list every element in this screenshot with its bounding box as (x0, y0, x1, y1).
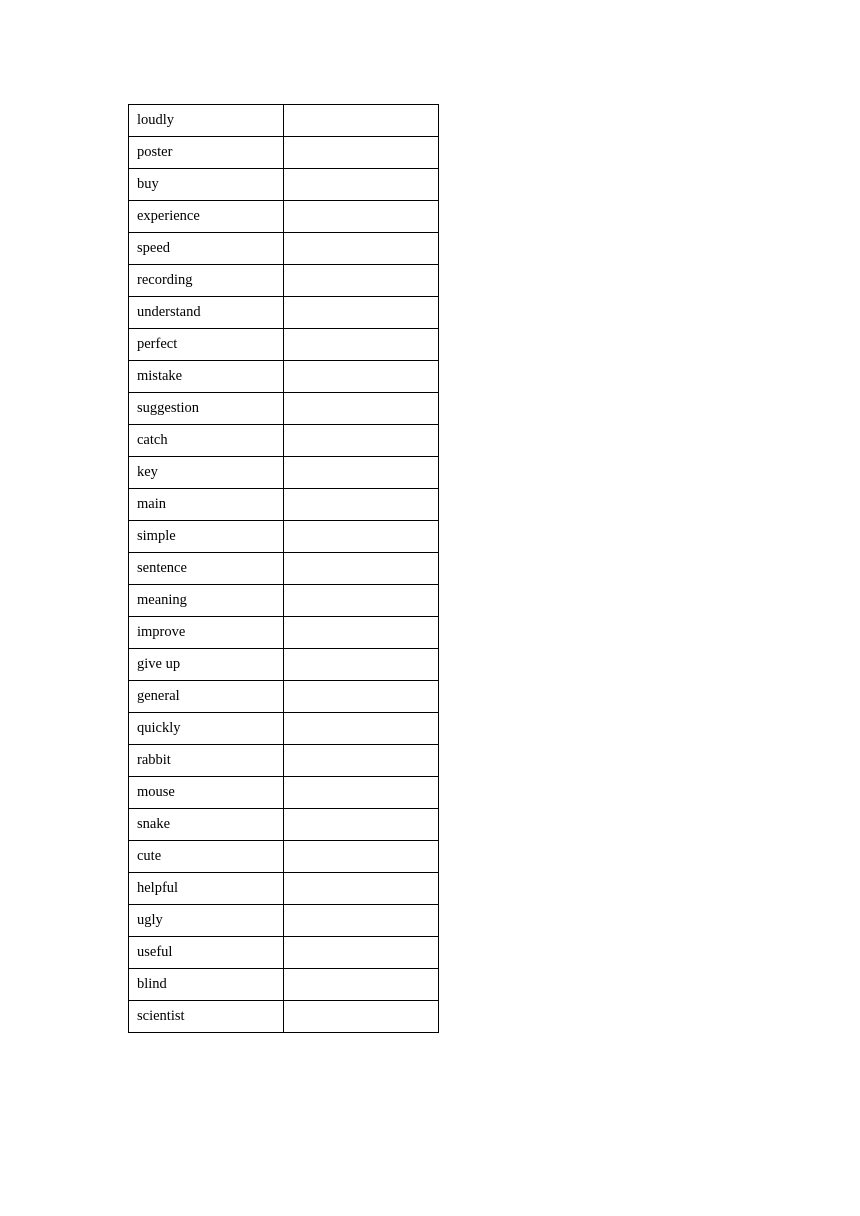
vocab-word-cell: helpful (129, 873, 284, 905)
answer-blank-cell (284, 201, 439, 233)
vocab-word-cell: snake (129, 809, 284, 841)
table-row (129, 201, 439, 233)
vocab-word-cell: improve (129, 617, 284, 649)
table-row (129, 393, 439, 425)
answer-blank-cell (284, 745, 439, 777)
answer-blank-cell (284, 585, 439, 617)
answer-blank-cell (284, 393, 439, 425)
answer-blank-cell (284, 137, 439, 169)
vocab-word-cell: perfect (129, 329, 284, 361)
vocab-word-cell: sentence (129, 553, 284, 585)
answer-blank-cell (284, 361, 439, 393)
table-row (129, 585, 439, 617)
table-row (129, 105, 439, 137)
table-row (129, 1001, 439, 1033)
vocab-word-cell: experience (129, 201, 284, 233)
vocab-word-cell: buy (129, 169, 284, 201)
table-row (129, 489, 439, 521)
table-row (129, 457, 439, 489)
answer-blank-cell (284, 713, 439, 745)
answer-blank-cell (284, 553, 439, 585)
table-row (129, 649, 439, 681)
vocab-word-cell: meaning (129, 585, 284, 617)
answer-blank-cell (284, 233, 439, 265)
vocab-word-cell: give up (129, 649, 284, 681)
vocab-word-cell: simple (129, 521, 284, 553)
vocab-word-cell: speed (129, 233, 284, 265)
table-row (129, 905, 439, 937)
table-row (129, 553, 439, 585)
vocab-word-cell: mouse (129, 777, 284, 809)
answer-blank-cell (284, 265, 439, 297)
table-row (129, 841, 439, 873)
vocab-word-cell: poster (129, 137, 284, 169)
vocab-word-cell: main (129, 489, 284, 521)
table-row (129, 937, 439, 969)
table-row (129, 169, 439, 201)
answer-blank-cell (284, 105, 439, 137)
answer-blank-cell (284, 1001, 439, 1033)
table-row (129, 233, 439, 265)
table-row (129, 745, 439, 777)
table-row (129, 425, 439, 457)
table-row (129, 873, 439, 905)
vocab-word-cell: catch (129, 425, 284, 457)
answer-blank-cell (284, 937, 439, 969)
vocab-word-cell: mistake (129, 361, 284, 393)
table-row (129, 809, 439, 841)
vocab-word-cell: recording (129, 265, 284, 297)
answer-blank-cell (284, 297, 439, 329)
answer-blank-cell (284, 521, 439, 553)
answer-blank-cell (284, 457, 439, 489)
answer-blank-cell (284, 969, 439, 1001)
vocabulary-table (128, 104, 439, 1033)
vocab-word-cell: key (129, 457, 284, 489)
vocab-word-cell: quickly (129, 713, 284, 745)
vocab-word-cell: rabbit (129, 745, 284, 777)
vocab-word-cell: understand (129, 297, 284, 329)
table-row (129, 777, 439, 809)
vocab-word-cell: useful (129, 937, 284, 969)
vocab-word-cell: blind (129, 969, 284, 1001)
table-row (129, 137, 439, 169)
table-row (129, 329, 439, 361)
answer-blank-cell (284, 169, 439, 201)
vocab-word-cell: suggestion (129, 393, 284, 425)
table-row (129, 681, 439, 713)
vocab-word-cell: cute (129, 841, 284, 873)
answer-blank-cell (284, 873, 439, 905)
answer-blank-cell (284, 841, 439, 873)
table-row (129, 713, 439, 745)
vocab-word-cell: ugly (129, 905, 284, 937)
vocab-word-cell: general (129, 681, 284, 713)
answer-blank-cell (284, 425, 439, 457)
table-row (129, 617, 439, 649)
table-row (129, 521, 439, 553)
answer-blank-cell (284, 681, 439, 713)
answer-blank-cell (284, 489, 439, 521)
answer-blank-cell (284, 617, 439, 649)
answer-blank-cell (284, 905, 439, 937)
table-row (129, 969, 439, 1001)
answer-blank-cell (284, 777, 439, 809)
table-row (129, 297, 439, 329)
answer-blank-cell (284, 649, 439, 681)
vocab-word-cell: scientist (129, 1001, 284, 1033)
table-row (129, 265, 439, 297)
vocabulary-table-body (129, 105, 439, 1033)
vocab-word-cell: loudly (129, 105, 284, 137)
answer-blank-cell (284, 809, 439, 841)
answer-blank-cell (284, 329, 439, 361)
table-row (129, 361, 439, 393)
